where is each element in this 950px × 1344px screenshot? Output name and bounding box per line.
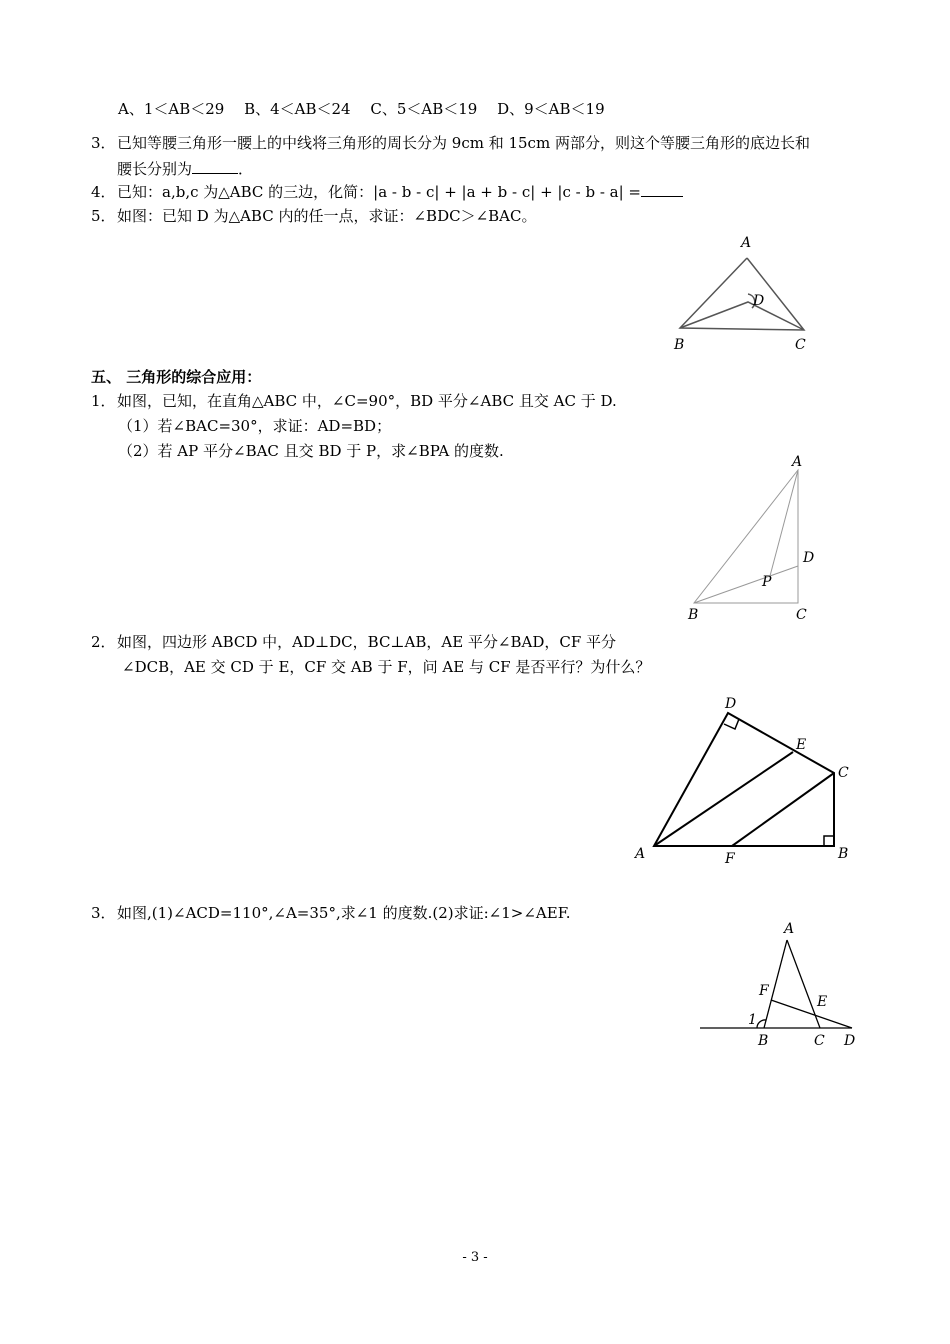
question-number: 3． [91,904,116,922]
label-e: E [817,994,828,1010]
question-number: 2． [91,633,116,651]
label-f: F [725,851,735,867]
question-number: 5． [91,207,116,225]
label-c: C [814,1033,825,1049]
question-text: 腰长分别为 [117,160,193,178]
question-number: 3． [91,134,116,152]
question-text: 如图，已知，在直角△ABC 中，∠C=90°，BD 平分∠ABC 且交 AC 于 D. [117,392,617,410]
problem-2-cont: ∠DCB，AE 交 CD 于 E，CF 交 AB 于 F，问 AE 与 CF 是否平行？为什么？ [122,658,651,676]
label-b: B [674,337,685,353]
label-d: D [725,696,737,712]
label-c: C [796,607,807,623]
label-f: F [759,983,769,999]
problem-1-part-1: （1）若∠BAC=30°，求证：AD=BD； [118,417,392,435]
choice-options: A、1＜AB＜29 B、4＜AB＜24 C、5＜AB＜19 D、9＜AB＜19 [118,100,605,118]
problem-1-part-2: （2）若 AP 平分∠BAC 且交 BD 于 P，求∠BPA 的度数. [118,442,504,460]
question-text: 已知：a,b,c 为△ABC 的三边，化简：|a - b - c| + |a + b - c| + |c - b - a| = [117,183,641,201]
label-e: E [796,737,807,753]
label-b: B [758,1033,769,1049]
label-a: A [792,454,803,470]
question-text: 如图：已知 D 为△ABC 内的任一点，求证：∠BDC＞∠BAC。 [117,207,537,225]
label-d: D [803,550,815,566]
label-c: C [795,337,806,353]
label-a: A [635,846,646,862]
label-d: D [753,293,765,309]
label-p: P [762,574,772,590]
label-b: B [688,607,699,623]
question-text: 如图，四边形 ABCD 中，AD⊥DC，BC⊥AB，AE 平分∠BAD，CF 平分 [117,633,617,651]
label-c: C [838,765,849,781]
question-number: 1． [91,392,116,410]
question-number: 4． [91,183,116,201]
label-a: A [784,921,795,937]
label-d: D [844,1033,856,1049]
label-b: B [838,846,849,862]
question-text: 已知等腰三角形一腰上的中线将三角形的周长分为 9cm 和 15cm 两部分，则这个等腰三角形的底边长和 [117,134,810,152]
question-text: ． [238,160,254,178]
question-text: 如图,(1)∠ACD=110°,∠A=35°,求∠1 的度数.(2)求证:∠1>∠AEF. [117,904,571,922]
page-number: - 3 - [462,1250,488,1265]
section-heading: 五、 三角形的综合应用： [91,368,262,386]
label-1: 1 [748,1012,757,1028]
label-a: A [741,235,752,251]
